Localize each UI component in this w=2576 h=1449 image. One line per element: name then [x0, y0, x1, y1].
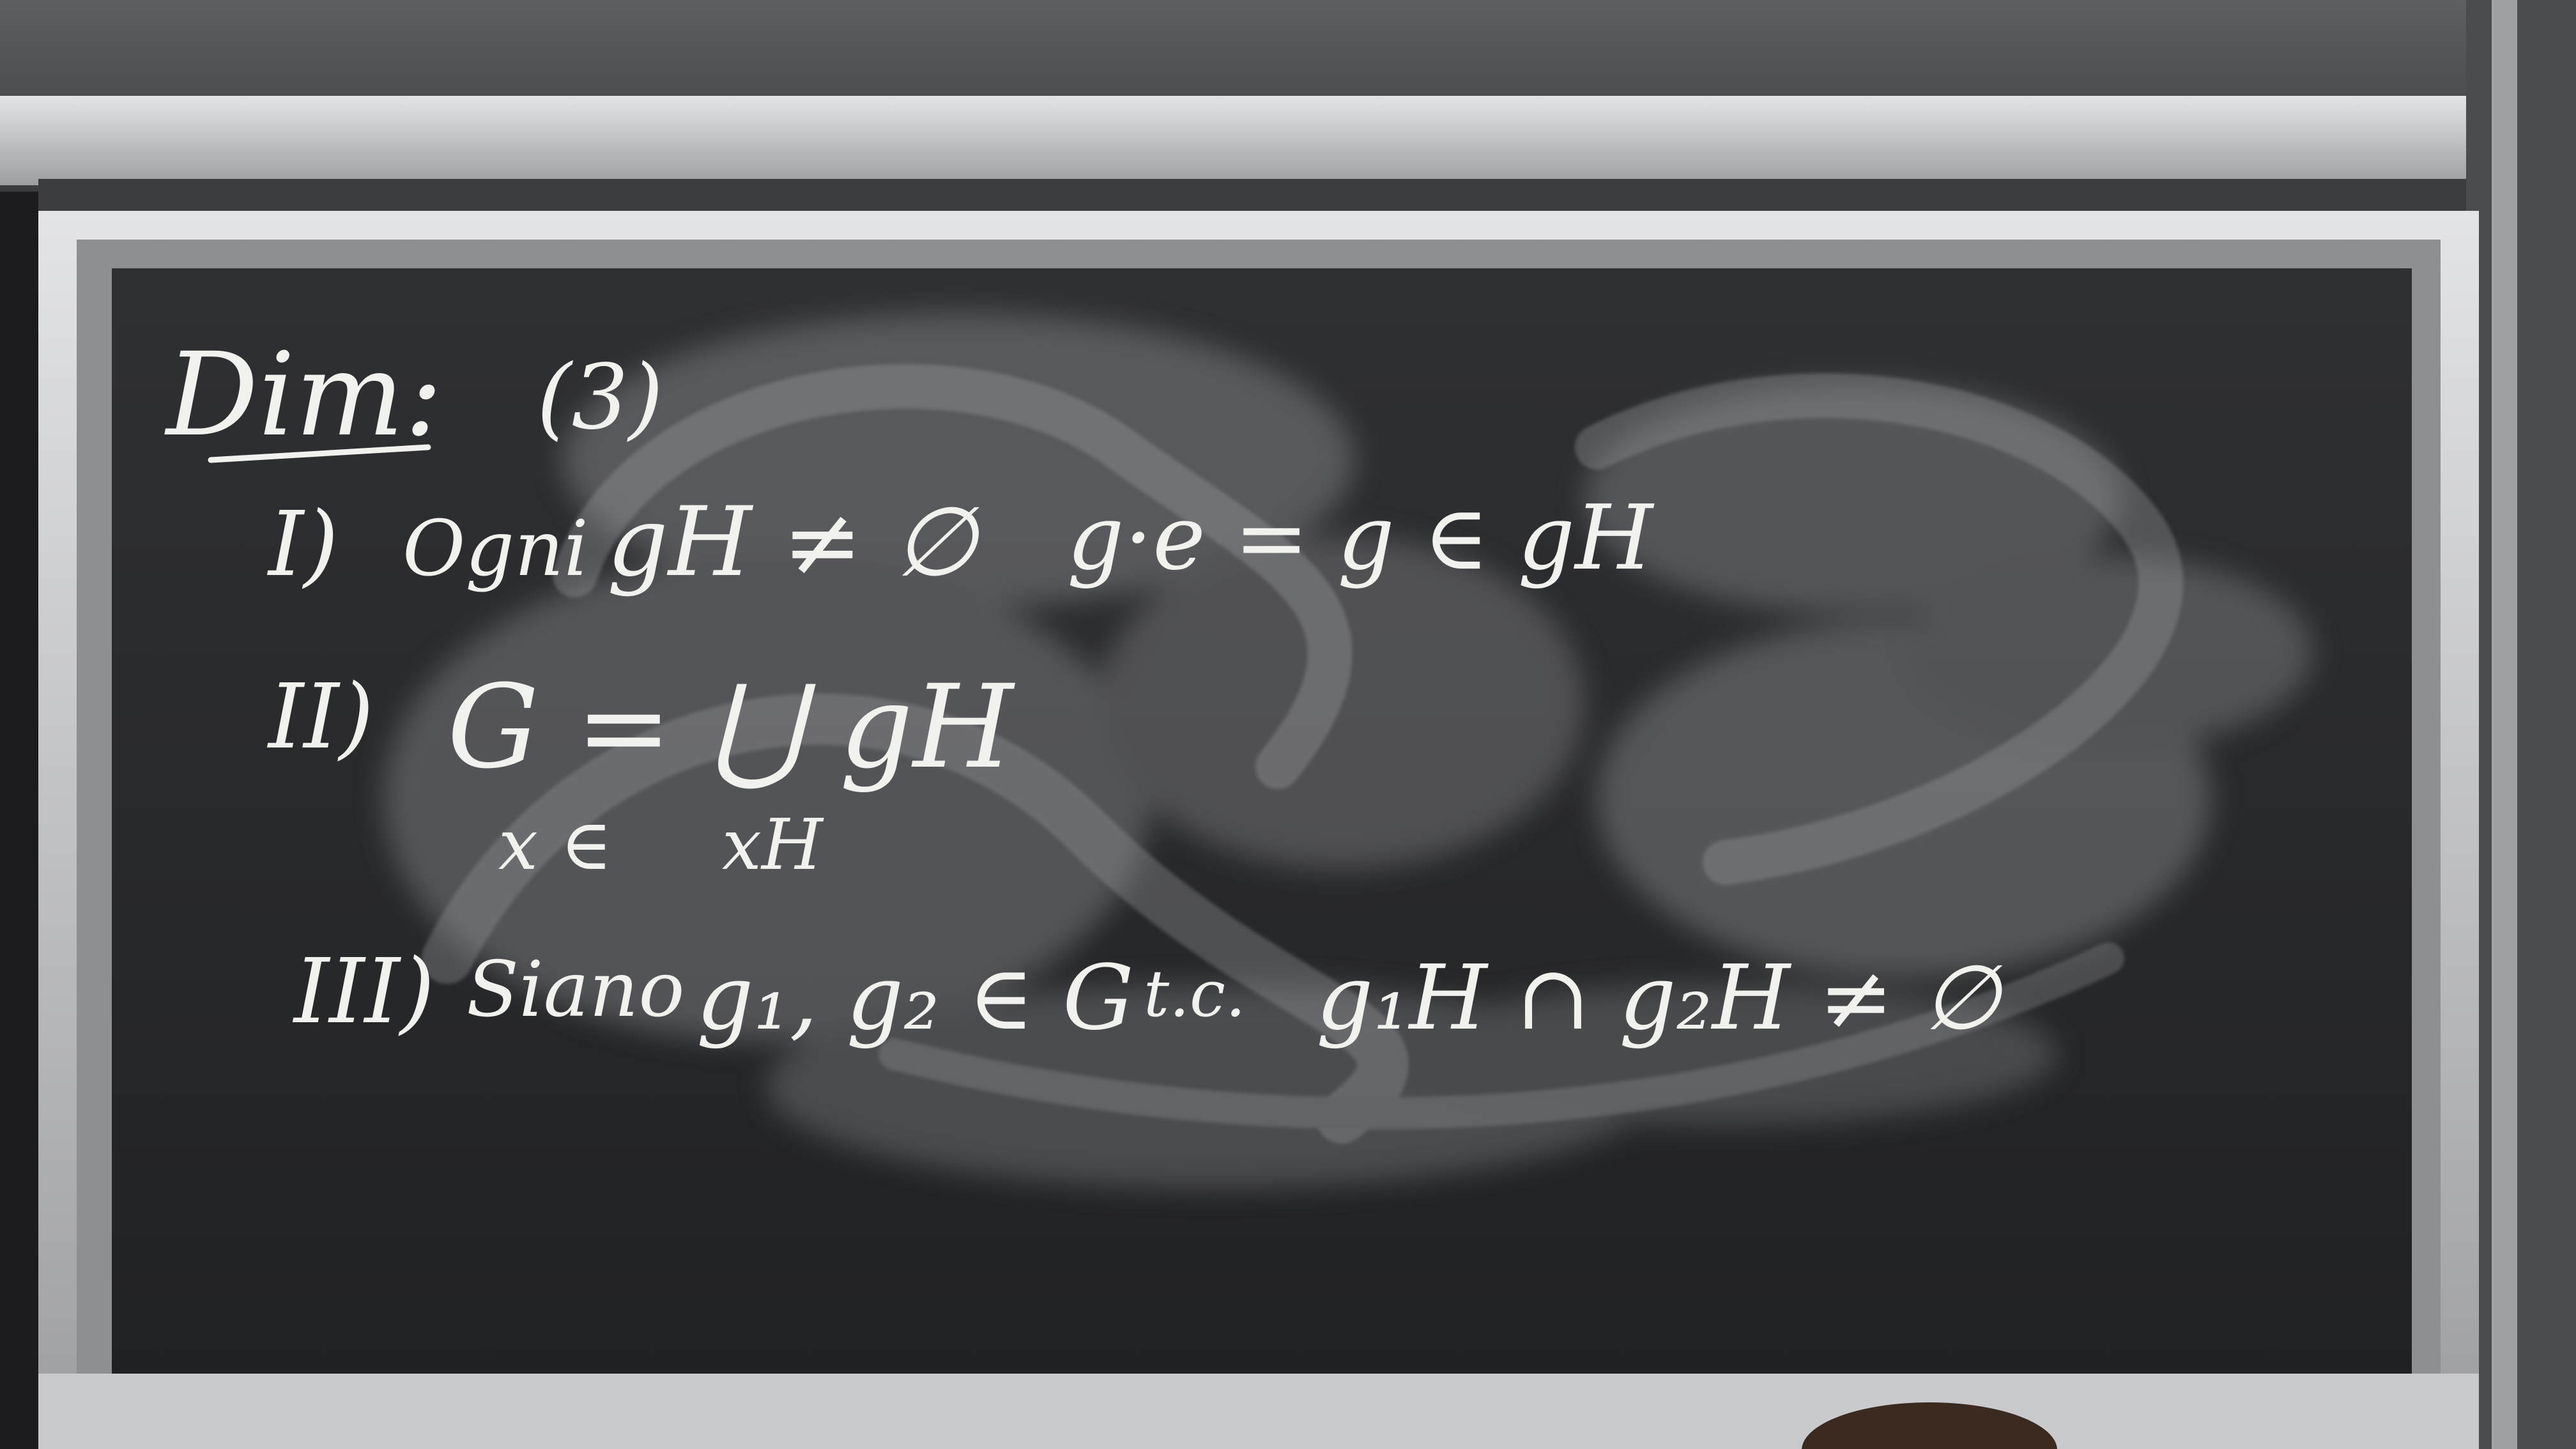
line-three-tc: t.c.	[1144, 956, 1246, 1031]
line-three-label: III)	[294, 940, 435, 1044]
line-one-note: g·e = g ∈ gH	[1067, 486, 1653, 590]
right-frame-edge	[2492, 0, 2517, 1449]
bottom-rail	[38, 1374, 2479, 1449]
heading-dim: Dim:	[166, 328, 443, 462]
line-two-sub-right: xH	[722, 804, 823, 885]
line-one-expr: gH ≠ ∅	[607, 487, 977, 598]
line-one-label: I)	[268, 493, 339, 597]
right-wall	[2466, 0, 2576, 1449]
line-three-cond: g₁H ∩ g₂H ≠ ∅	[1316, 946, 2000, 1050]
line-two-expr: G = ⋃ gH	[447, 661, 1014, 794]
line-one-word: Ogni	[402, 505, 588, 594]
line-two-sub-left: x ∈	[498, 804, 613, 885]
heading-number: (3)	[537, 346, 664, 450]
line-two-label: II)	[268, 665, 374, 769]
line-three-word: Siano	[466, 946, 685, 1034]
top-rail	[0, 96, 2511, 185]
heading	[164, 328, 663, 462]
line-three-vars: g₁, g₂ ∈ G	[696, 946, 1134, 1050]
